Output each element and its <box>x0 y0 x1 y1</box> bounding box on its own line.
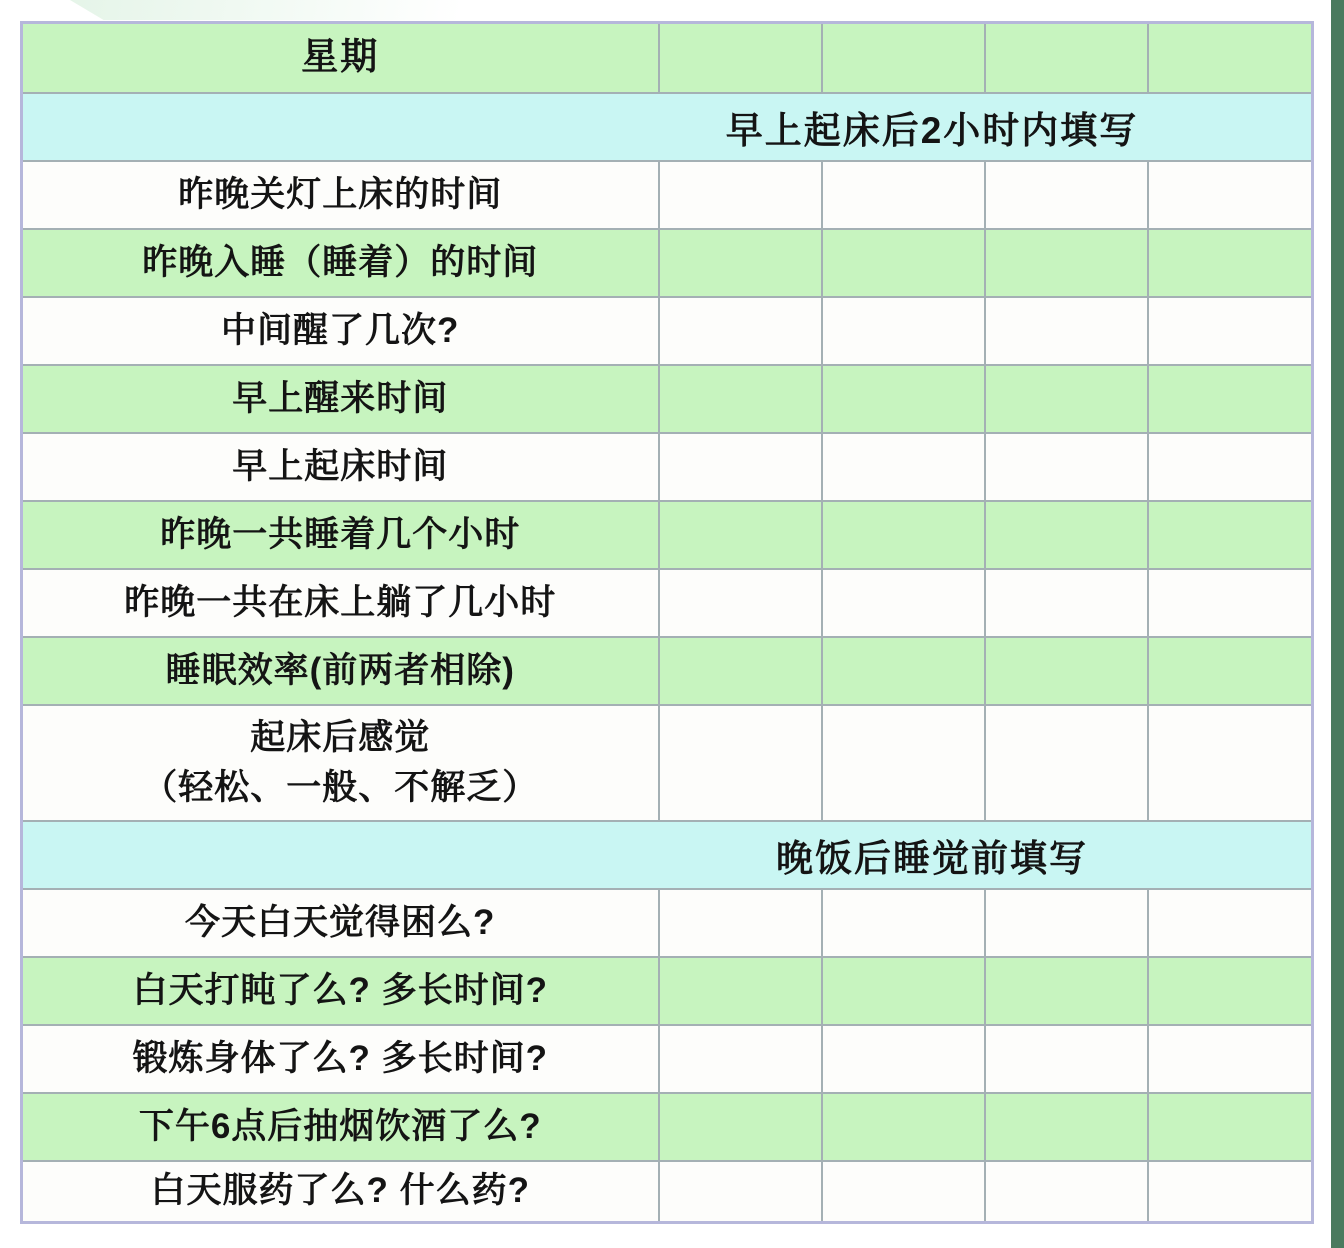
question-label-cell <box>22 229 659 297</box>
entry-cell[interactable] <box>659 705 822 821</box>
entry-cell[interactable] <box>985 957 1148 1025</box>
entry-cell[interactable] <box>985 705 1148 821</box>
section-title: 早上起床后2小时内填写 <box>725 109 1139 151</box>
label-line: 锻炼身体了么? 多长时间? <box>132 1038 548 1078</box>
entry-cell[interactable] <box>1148 705 1313 821</box>
entry-cell[interactable] <box>985 1161 1148 1223</box>
entry-cell[interactable] <box>985 569 1148 637</box>
entry-cell[interactable] <box>985 365 1148 433</box>
sleep-diary-table <box>20 21 1314 1224</box>
entry-cell[interactable] <box>985 23 1148 93</box>
label-line: 起床后感觉 <box>250 717 431 757</box>
entry-cell[interactable] <box>822 569 985 637</box>
entry-cell[interactable] <box>659 23 822 93</box>
entry-cell[interactable] <box>1148 501 1313 569</box>
entry-cell[interactable] <box>1148 637 1313 705</box>
question-label-cell <box>22 297 659 365</box>
question-label-cell <box>22 569 659 637</box>
entry-cell[interactable] <box>985 637 1148 705</box>
entry-cell[interactable] <box>1148 957 1313 1025</box>
entry-cell[interactable] <box>822 161 985 229</box>
entry-cell[interactable] <box>822 1093 985 1161</box>
label-line: 白天服药了么? 什么药? <box>150 1171 530 1211</box>
label-line: 早上起床时间 <box>232 446 449 486</box>
entry-cell[interactable] <box>659 433 822 501</box>
table-row <box>22 1025 1313 1093</box>
entry-cell[interactable] <box>659 365 822 433</box>
table-row <box>22 161 1313 229</box>
question-label-cell <box>22 957 659 1025</box>
entry-cell[interactable] <box>822 297 985 365</box>
entry-cell[interactable] <box>822 705 985 821</box>
table-row <box>22 365 1313 433</box>
entry-cell[interactable] <box>822 889 985 957</box>
table-row <box>22 23 1313 93</box>
table-row <box>22 637 1313 705</box>
entry-cell[interactable] <box>822 23 985 93</box>
entry-cell[interactable] <box>985 501 1148 569</box>
question-label-cell <box>22 1161 659 1223</box>
table-row <box>22 889 1313 957</box>
entry-cell[interactable] <box>1148 1161 1313 1223</box>
entry-cell[interactable] <box>659 637 822 705</box>
entry-cell[interactable] <box>985 229 1148 297</box>
entry-cell[interactable] <box>822 229 985 297</box>
table-row <box>22 433 1313 501</box>
entry-cell[interactable] <box>1148 889 1313 957</box>
entry-cell[interactable] <box>822 637 985 705</box>
table-row <box>22 957 1313 1025</box>
label-line: 白天打盹了么? 多长时间? <box>132 970 548 1010</box>
question-label-cell <box>22 501 659 569</box>
label-line: 下午6点后抽烟饮酒了么? <box>138 1106 542 1146</box>
week-header-cell <box>22 23 659 93</box>
entry-cell[interactable] <box>659 1093 822 1161</box>
table-row <box>22 569 1313 637</box>
label-line: （轻松、一般、不解乏） <box>142 767 539 807</box>
entry-cell[interactable] <box>659 569 822 637</box>
section-title-cell <box>22 93 1313 161</box>
section-row <box>22 93 1313 161</box>
label-line: 中间醒了几次? <box>221 310 460 350</box>
right-border-strip <box>1331 0 1344 1248</box>
entry-cell[interactable] <box>1148 1093 1313 1161</box>
scan-artifact-wedge <box>70 0 630 20</box>
label-line: 今天白天觉得困么? <box>185 902 496 942</box>
entry-cell[interactable] <box>822 365 985 433</box>
entry-cell[interactable] <box>1148 23 1313 93</box>
entry-cell[interactable] <box>659 297 822 365</box>
section-title-cell <box>22 821 1313 889</box>
entry-cell[interactable] <box>659 1161 822 1223</box>
entry-cell[interactable] <box>985 1093 1148 1161</box>
section-row <box>22 821 1313 889</box>
entry-cell[interactable] <box>659 889 822 957</box>
entry-cell[interactable] <box>985 433 1148 501</box>
label-line: 昨晚关灯上床的时间 <box>178 174 503 214</box>
entry-cell[interactable] <box>985 889 1148 957</box>
table-row <box>22 705 1313 821</box>
entry-cell[interactable] <box>1148 297 1313 365</box>
entry-cell[interactable] <box>1148 161 1313 229</box>
label-line: 早上醒来时间 <box>232 378 449 418</box>
question-label-cell <box>22 365 659 433</box>
question-label-cell <box>22 433 659 501</box>
label-line: 星期 <box>301 36 380 78</box>
entry-cell[interactable] <box>1148 569 1313 637</box>
table-row <box>22 1161 1313 1223</box>
diary-rows <box>22 23 1313 1223</box>
question-label-cell <box>22 161 659 229</box>
entry-cell[interactable] <box>985 297 1148 365</box>
entry-cell[interactable] <box>1148 229 1313 297</box>
label-line: 睡眠效率(前两者相除) <box>165 650 515 690</box>
label-line: 昨晚入睡（睡着）的时间 <box>142 242 539 282</box>
entry-cell[interactable] <box>822 501 985 569</box>
table-row <box>22 501 1313 569</box>
section-title: 晚饭后睡觉前填写 <box>776 837 1088 879</box>
table-row <box>22 1093 1313 1161</box>
entry-cell[interactable] <box>659 501 822 569</box>
entry-cell[interactable] <box>659 229 822 297</box>
entry-cell[interactable] <box>1148 433 1313 501</box>
question-label-cell <box>22 1025 659 1093</box>
label-line: 昨晚一共睡着几个小时 <box>160 514 521 554</box>
question-label-cell <box>22 637 659 705</box>
label-line: 昨晚一共在床上躺了几小时 <box>124 582 557 622</box>
entry-cell[interactable] <box>659 1025 822 1093</box>
entry-cell[interactable] <box>985 1025 1148 1093</box>
entry-cell[interactable] <box>659 161 822 229</box>
question-label-cell <box>22 889 659 957</box>
entry-cell[interactable] <box>822 433 985 501</box>
entry-cell[interactable] <box>822 957 985 1025</box>
question-label-cell <box>22 705 659 821</box>
question-label-cell <box>22 1093 659 1161</box>
entry-cell[interactable] <box>1148 1025 1313 1093</box>
table-row <box>22 297 1313 365</box>
entry-cell[interactable] <box>822 1161 985 1223</box>
entry-cell[interactable] <box>985 161 1148 229</box>
table-row <box>22 229 1313 297</box>
entry-cell[interactable] <box>1148 365 1313 433</box>
entry-cell[interactable] <box>659 957 822 1025</box>
entry-cell[interactable] <box>822 1025 985 1093</box>
